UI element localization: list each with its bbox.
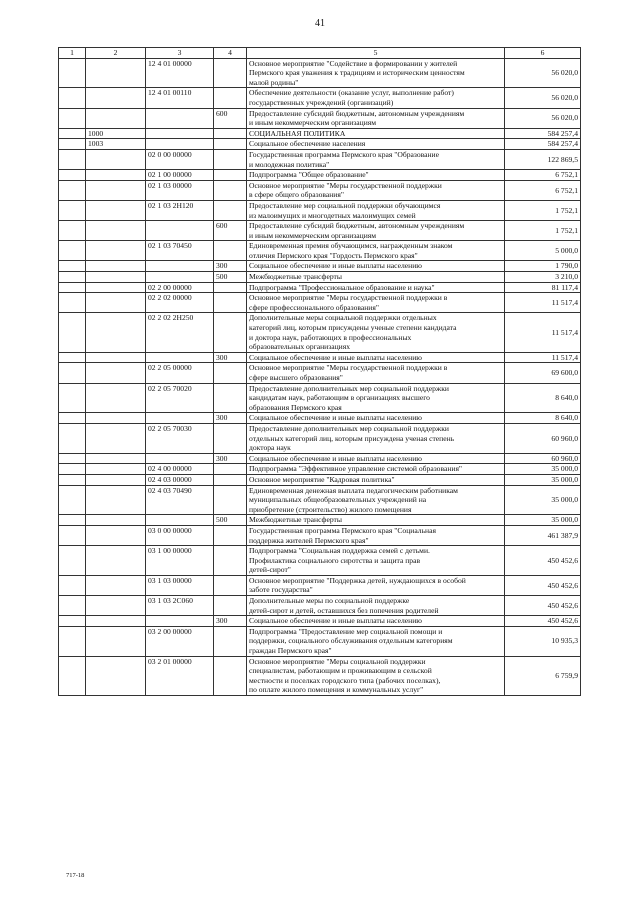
section-cell bbox=[59, 313, 86, 352]
section-cell bbox=[59, 352, 86, 363]
expense-type-cell: 300 bbox=[214, 453, 247, 464]
expense-type-cell bbox=[214, 485, 247, 515]
table-row bbox=[59, 221, 581, 241]
header-cell: 2 bbox=[86, 48, 146, 59]
target-article-cell: 02 0 00 00000 bbox=[146, 149, 214, 169]
subsection-cell bbox=[86, 272, 146, 283]
description-cell: Основное мероприятие "Меры государственной поддержки в сфере высшего образования" bbox=[247, 363, 505, 383]
expense-type-cell: 300 bbox=[214, 261, 247, 272]
table-row bbox=[59, 616, 581, 627]
description-cell: Государственная программа Пермского края "Социальная поддержка жителей Пермского края" bbox=[247, 525, 505, 545]
target-article-cell bbox=[146, 272, 214, 283]
table-row bbox=[59, 525, 581, 545]
expense-type-cell: 500 bbox=[214, 272, 247, 283]
expense-type-cell bbox=[214, 464, 247, 475]
amount-cell: 6 752,1 bbox=[505, 180, 581, 200]
subsection-cell bbox=[86, 413, 146, 424]
description-cell: Межбюджетные трансферты bbox=[247, 272, 505, 283]
expense-type-cell bbox=[214, 128, 247, 139]
amount-cell: 81 117,4 bbox=[505, 282, 581, 293]
amount-cell: 10 935,3 bbox=[505, 626, 581, 656]
expense-type-cell bbox=[214, 139, 247, 150]
target-article-cell: 02 2 05 70020 bbox=[146, 383, 214, 413]
description-cell: Социальное обеспечение и иные выплаты населению bbox=[247, 261, 505, 272]
section-cell bbox=[59, 180, 86, 200]
amount-cell: 60 960,0 bbox=[505, 423, 581, 453]
subsection-cell bbox=[86, 546, 146, 576]
header-cell: 3 bbox=[146, 48, 214, 59]
header-cell: 6 bbox=[505, 48, 581, 59]
amount-cell: 35 000,0 bbox=[505, 515, 581, 526]
amount-cell: 8 640,0 bbox=[505, 383, 581, 413]
target-article-cell: 02 2 00 00000 bbox=[146, 282, 214, 293]
subsection-cell bbox=[86, 241, 146, 261]
section-cell bbox=[59, 525, 86, 545]
target-article-cell bbox=[146, 453, 214, 464]
expense-type-cell: 300 bbox=[214, 413, 247, 424]
subsection-cell bbox=[86, 616, 146, 627]
subsection-cell bbox=[86, 575, 146, 595]
description-cell: Социальное обеспечение населения bbox=[247, 139, 505, 150]
target-article-cell bbox=[146, 352, 214, 363]
table-row bbox=[59, 596, 581, 616]
table-row bbox=[59, 149, 581, 169]
target-article-cell bbox=[146, 221, 214, 241]
table-row bbox=[59, 352, 581, 363]
expense-type-cell bbox=[214, 363, 247, 383]
target-article-cell: 02 4 03 70490 bbox=[146, 485, 214, 515]
table-row bbox=[59, 546, 581, 576]
header-cell: 5 bbox=[247, 48, 505, 59]
section-cell bbox=[59, 616, 86, 627]
target-article-cell: 02 1 00 00000 bbox=[146, 170, 214, 181]
header-cell: 1 bbox=[59, 48, 86, 59]
amount-cell: 8 640,0 bbox=[505, 413, 581, 424]
amount-cell: 6 759,9 bbox=[505, 656, 581, 695]
description-cell: Подпрограмма "Общее образование" bbox=[247, 170, 505, 181]
table-row bbox=[59, 108, 581, 128]
description-cell: Предоставление мер социальной поддержки обучающимся из малоимущих и многодетных малоимущих семей bbox=[247, 200, 505, 220]
amount-cell: 69 600,0 bbox=[505, 363, 581, 383]
amount-cell: 450 452,6 bbox=[505, 575, 581, 595]
amount-cell: 461 387,9 bbox=[505, 525, 581, 545]
subsection-cell bbox=[86, 596, 146, 616]
amount-cell: 1 752,1 bbox=[505, 200, 581, 220]
table-row bbox=[59, 58, 581, 88]
subsection-cell bbox=[86, 170, 146, 181]
expense-type-cell bbox=[214, 474, 247, 485]
amount-cell: 6 752,1 bbox=[505, 170, 581, 181]
subsection-cell bbox=[86, 293, 146, 313]
subsection-cell bbox=[86, 149, 146, 169]
footer-code: 717-18 bbox=[66, 872, 85, 879]
section-cell bbox=[59, 200, 86, 220]
expense-type-cell: 600 bbox=[214, 108, 247, 128]
section-cell bbox=[59, 423, 86, 453]
budget-table-container bbox=[58, 47, 580, 696]
table-row bbox=[59, 363, 581, 383]
table-row bbox=[59, 200, 581, 220]
description-cell: Предоставление дополнительных мер социальной поддержки отдельных категорий лиц, которым присуждена ученая степень доктора наук bbox=[247, 423, 505, 453]
expense-type-cell bbox=[214, 58, 247, 88]
expense-type-cell bbox=[214, 88, 247, 108]
amount-cell: 11 517,4 bbox=[505, 352, 581, 363]
amount-cell: 56 020,0 bbox=[505, 108, 581, 128]
description-cell: Подпрограмма "Эффективное управление системой образования" bbox=[247, 464, 505, 475]
subsection-cell bbox=[86, 180, 146, 200]
description-cell: Межбюджетные трансферты bbox=[247, 515, 505, 526]
table-row bbox=[59, 383, 581, 413]
description-cell: СОЦИАЛЬНАЯ ПОЛИТИКА bbox=[247, 128, 505, 139]
target-article-cell bbox=[146, 261, 214, 272]
description-cell: Основное мероприятие "Меры государственной поддержки в сфере общего образования" bbox=[247, 180, 505, 200]
target-article-cell: 12 4 01 00110 bbox=[146, 88, 214, 108]
table-row bbox=[59, 88, 581, 108]
amount-cell: 450 452,6 bbox=[505, 616, 581, 627]
description-cell: Социальное обеспечение и иные выплаты населению bbox=[247, 413, 505, 424]
expense-type-cell bbox=[214, 626, 247, 656]
expense-type-cell bbox=[214, 656, 247, 695]
amount-cell: 35 000,0 bbox=[505, 485, 581, 515]
amount-cell: 122 869,5 bbox=[505, 149, 581, 169]
description-cell: Дополнительные меры по социальной поддержке детей-сирот и детей, оставшихся без попечения родителей bbox=[247, 596, 505, 616]
section-cell bbox=[59, 464, 86, 475]
table-body bbox=[59, 58, 581, 695]
description-cell: Дополнительные меры социальной поддержки отдельных категорий лиц, которым присуждены ученые степени кандидата и доктора наук, работающих в профессиональных образовательных организациях bbox=[247, 313, 505, 352]
subsection-cell bbox=[86, 626, 146, 656]
expense-type-cell bbox=[214, 293, 247, 313]
expense-type-cell bbox=[214, 383, 247, 413]
target-article-cell bbox=[146, 515, 214, 526]
expense-type-cell: 500 bbox=[214, 515, 247, 526]
description-cell: Основное мероприятие "Поддержка детей, нуждающихся в особой заботе государства" bbox=[247, 575, 505, 595]
target-article-cell: 02 4 00 00000 bbox=[146, 464, 214, 475]
amount-cell: 35 000,0 bbox=[505, 474, 581, 485]
section-cell bbox=[59, 293, 86, 313]
section-cell bbox=[59, 272, 86, 283]
section-cell bbox=[59, 413, 86, 424]
section-cell bbox=[59, 485, 86, 515]
amount-cell: 35 000,0 bbox=[505, 464, 581, 475]
table-row bbox=[59, 139, 581, 150]
target-article-cell: 02 4 03 00000 bbox=[146, 474, 214, 485]
subsection-cell bbox=[86, 363, 146, 383]
budget-table bbox=[58, 47, 581, 696]
amount-cell: 60 960,0 bbox=[505, 453, 581, 464]
header-cell: 4 bbox=[214, 48, 247, 59]
subsection-cell bbox=[86, 656, 146, 695]
section-cell bbox=[59, 282, 86, 293]
target-article-cell bbox=[146, 108, 214, 128]
table-row bbox=[59, 272, 581, 283]
target-article-cell: 02 2 02 2Н250 bbox=[146, 313, 214, 352]
table-row bbox=[59, 656, 581, 695]
expense-type-cell: 300 bbox=[214, 616, 247, 627]
table-row bbox=[59, 474, 581, 485]
subsection-cell bbox=[86, 108, 146, 128]
section-cell bbox=[59, 221, 86, 241]
expense-type-cell bbox=[214, 313, 247, 352]
subsection-cell bbox=[86, 464, 146, 475]
target-article-cell: 03 0 00 00000 bbox=[146, 525, 214, 545]
section-cell bbox=[59, 88, 86, 108]
section-cell bbox=[59, 363, 86, 383]
target-article-cell bbox=[146, 128, 214, 139]
table-row bbox=[59, 575, 581, 595]
section-cell bbox=[59, 515, 86, 526]
description-cell: Единовременная денежная выплата педагогическим работникам муниципальных общеобразовательных учреждений на приобретение (строительство) жилого помещения bbox=[247, 485, 505, 515]
table-row bbox=[59, 241, 581, 261]
target-article-cell: 03 1 03 00000 bbox=[146, 575, 214, 595]
description-cell: Основное мероприятие "Меры государственной поддержки в сфере профессионального образования" bbox=[247, 293, 505, 313]
expense-type-cell bbox=[214, 200, 247, 220]
table-row bbox=[59, 261, 581, 272]
description-cell: Социальное обеспечение и иные выплаты населению bbox=[247, 616, 505, 627]
table-row bbox=[59, 626, 581, 656]
description-cell: Предоставление субсидий бюджетным, автономным учреждениям и иным некоммерческим организациям bbox=[247, 108, 505, 128]
description-cell: Социальное обеспечение и иные выплаты населению bbox=[247, 453, 505, 464]
amount-cell: 56 020,0 bbox=[505, 88, 581, 108]
target-article-cell: 03 2 01 00000 bbox=[146, 656, 214, 695]
target-article-cell: 03 1 03 2С060 bbox=[146, 596, 214, 616]
amount-cell: 3 210,0 bbox=[505, 272, 581, 283]
expense-type-cell bbox=[214, 170, 247, 181]
target-article-cell bbox=[146, 139, 214, 150]
target-article-cell: 12 4 01 00000 bbox=[146, 58, 214, 88]
subsection-cell bbox=[86, 453, 146, 464]
target-article-cell: 02 2 05 70030 bbox=[146, 423, 214, 453]
subsection-cell bbox=[86, 58, 146, 88]
table-row bbox=[59, 170, 581, 181]
subsection-cell bbox=[86, 423, 146, 453]
target-article-cell: 02 1 03 70450 bbox=[146, 241, 214, 261]
section-cell bbox=[59, 170, 86, 181]
description-cell: Подпрограмма "Социальная поддержка семей с детьми. Профилактика социального сиротства и защита прав детей-сирот" bbox=[247, 546, 505, 576]
page-number: 41 bbox=[315, 18, 325, 29]
expense-type-cell bbox=[214, 423, 247, 453]
subsection-cell bbox=[86, 200, 146, 220]
target-article-cell: 02 1 03 2Н120 bbox=[146, 200, 214, 220]
description-cell: Обеспечение деятельности (оказание услуг, выполнение работ) государственных учреждений (организаций) bbox=[247, 88, 505, 108]
description-cell: Единовременная премия обучающимся, награжденным знаком отличия Пермского края "Гордость Пермского края" bbox=[247, 241, 505, 261]
description-cell: Предоставление субсидий бюджетным, автономным учреждениям и иным некоммерческим организациям bbox=[247, 221, 505, 241]
expense-type-cell: 600 bbox=[214, 221, 247, 241]
table-row bbox=[59, 423, 581, 453]
subsection-cell bbox=[86, 313, 146, 352]
description-cell: Основное мероприятие "Меры социальной поддержки специалистам, работающим и проживающим в сельской местности и поселках городского типа (рабочих поселках), по оплате жилого помещения и коммунальных услуг" bbox=[247, 656, 505, 695]
description-cell: Основное мероприятие "Содействие в формировании у жителей Пермского края уважения к традициям и историческим ценностям малой родины" bbox=[247, 58, 505, 88]
section-cell bbox=[59, 626, 86, 656]
section-cell bbox=[59, 139, 86, 150]
subsection-cell bbox=[86, 525, 146, 545]
amount-cell: 584 257,4 bbox=[505, 128, 581, 139]
table-row bbox=[59, 453, 581, 464]
amount-cell: 450 452,6 bbox=[505, 596, 581, 616]
target-article-cell bbox=[146, 616, 214, 627]
description-cell: Подпрограмма "Профессиональное образование и наука" bbox=[247, 282, 505, 293]
section-cell bbox=[59, 128, 86, 139]
table-header-row bbox=[59, 48, 581, 59]
table-row bbox=[59, 485, 581, 515]
section-cell bbox=[59, 261, 86, 272]
target-article-cell bbox=[146, 413, 214, 424]
amount-cell: 1 790,0 bbox=[505, 261, 581, 272]
description-cell: Социальное обеспечение и иные выплаты населению bbox=[247, 352, 505, 363]
section-cell bbox=[59, 383, 86, 413]
subsection-cell bbox=[86, 383, 146, 413]
section-cell bbox=[59, 656, 86, 695]
subsection-cell: 1000 bbox=[86, 128, 146, 139]
target-article-cell: 02 2 05 00000 bbox=[146, 363, 214, 383]
section-cell bbox=[59, 474, 86, 485]
subsection-cell bbox=[86, 88, 146, 108]
section-cell bbox=[59, 241, 86, 261]
target-article-cell: 03 1 00 00000 bbox=[146, 546, 214, 576]
expense-type-cell bbox=[214, 575, 247, 595]
table-row bbox=[59, 413, 581, 424]
table-row bbox=[59, 180, 581, 200]
table-row bbox=[59, 293, 581, 313]
amount-cell: 5 000,0 bbox=[505, 241, 581, 261]
description-cell: Основное мероприятие "Кадровая политика" bbox=[247, 474, 505, 485]
subsection-cell bbox=[86, 221, 146, 241]
subsection-cell bbox=[86, 352, 146, 363]
table-row bbox=[59, 464, 581, 475]
table-row bbox=[59, 128, 581, 139]
section-cell bbox=[59, 596, 86, 616]
subsection-cell bbox=[86, 261, 146, 272]
expense-type-cell bbox=[214, 241, 247, 261]
expense-type-cell bbox=[214, 282, 247, 293]
table-row bbox=[59, 313, 581, 352]
target-article-cell: 02 2 02 00000 bbox=[146, 293, 214, 313]
amount-cell: 1 752,1 bbox=[505, 221, 581, 241]
expense-type-cell bbox=[214, 180, 247, 200]
subsection-cell bbox=[86, 474, 146, 485]
expense-type-cell bbox=[214, 596, 247, 616]
amount-cell: 450 452,6 bbox=[505, 546, 581, 576]
section-cell bbox=[59, 453, 86, 464]
subsection-cell bbox=[86, 515, 146, 526]
section-cell bbox=[59, 149, 86, 169]
description-cell: Подпрограмма "Предоставление мер социальной помощи и поддержки, социального обслуживания отдельным категориям граждан Пермского края" bbox=[247, 626, 505, 656]
description-cell: Государственная программа Пермского края "Образование и молодежная политика" bbox=[247, 149, 505, 169]
table-row bbox=[59, 515, 581, 526]
expense-type-cell bbox=[214, 149, 247, 169]
amount-cell: 584 257,4 bbox=[505, 139, 581, 150]
section-cell bbox=[59, 108, 86, 128]
description-cell: Предоставление дополнительных мер социальной поддержки кандидатам наук, работающим в организациях высшего образования Пермского края bbox=[247, 383, 505, 413]
target-article-cell: 02 1 03 00000 bbox=[146, 180, 214, 200]
subsection-cell bbox=[86, 282, 146, 293]
expense-type-cell bbox=[214, 525, 247, 545]
expense-type-cell bbox=[214, 546, 247, 576]
target-article-cell: 03 2 00 00000 bbox=[146, 626, 214, 656]
section-cell bbox=[59, 58, 86, 88]
section-cell bbox=[59, 546, 86, 576]
expense-type-cell: 300 bbox=[214, 352, 247, 363]
table-row bbox=[59, 282, 581, 293]
subsection-cell bbox=[86, 485, 146, 515]
amount-cell: 11 517,4 bbox=[505, 293, 581, 313]
amount-cell: 11 517,4 bbox=[505, 313, 581, 352]
section-cell bbox=[59, 575, 86, 595]
subsection-cell: 1003 bbox=[86, 139, 146, 150]
amount-cell: 56 020,0 bbox=[505, 58, 581, 88]
